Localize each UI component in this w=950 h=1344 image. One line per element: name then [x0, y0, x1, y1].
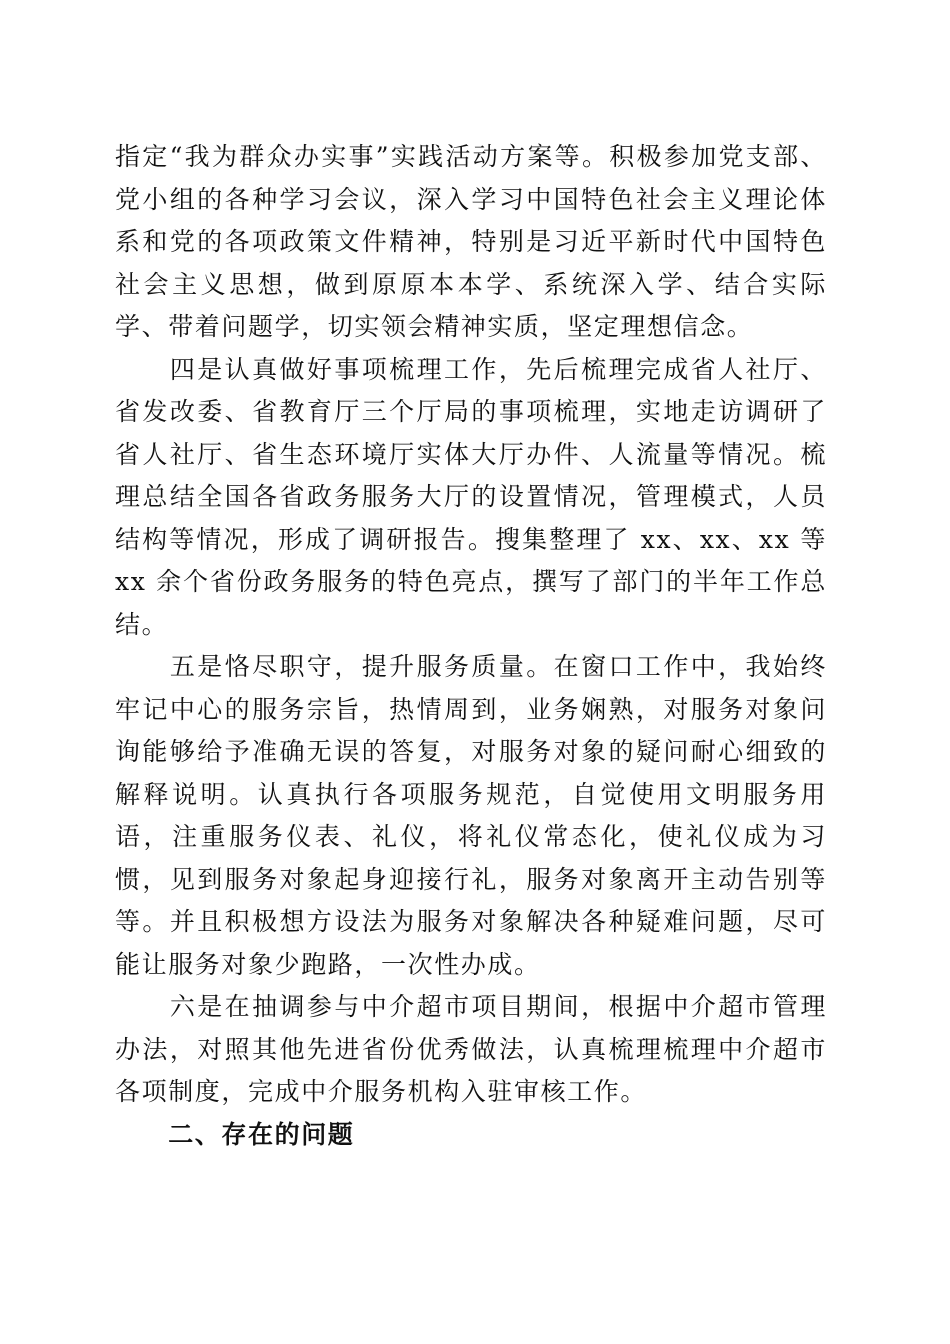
paragraph-item-five: 五是恪尽职守，提升服务质量。在窗口工作中，我始终牢记中心的服务宗旨，热情周到，业务娴熟，对服务对象问询能够给予准确无误的答复，对服务对象的疑问耐心细致的解释说明。认真执行各项服务规范，自觉使用文明服务用语，注重服务仪表、礼仪，将礼仪常态化，使礼仪成为习惯，见到服务对象起身迎接行礼，服务对象离开主动告别等等。并且积极想方设法为服务对象解决各种疑难问题，尽可能让服务对象少跑路，一次性办成。: [115, 652, 827, 979]
section-heading-problems: 二、存在的问题: [115, 1119, 355, 1149]
paragraph-item-four: 四是认真做好事项梳理工作，先后梳理完成省人社厅、省发改委、省教育厅三个厅局的事项梳理，实地走访调研了省人社厅、省生态环境厅实体大厅办件、人流量等情况。梳理总结全国各省政务服务大厅的设置情况，管理模式，人员结构等情况，形成了调研报告。搜集整理了 xx、xx、xx 等 xx 余个省份政务服务的特色亮点，撰写了部门的半年工作总结。: [115, 354, 837, 639]
paragraph-item-six: 六是在抽调参与中介超市项目期间，根据中介超市管理办法，对照其他先进省份优秀做法，认真梳理梳理中介超市各项制度，完成中介服务机构入驻审核工作。: [115, 992, 827, 1106]
document-body: [115, 136, 837, 1156]
paragraph-study-activities: 指定“我为群众办实事”实践活动方案等。积极参加党支部、党小组的各种学习会议，深入学习中国特色社会主义理论体系和党的各项政策文件精神，特别是习近平新时代中国特色社会主义思想，做到原原本本学、系统深入学、结合实际学、带着问题学，切实领会精神实质，坚定理想信念。: [115, 142, 827, 341]
